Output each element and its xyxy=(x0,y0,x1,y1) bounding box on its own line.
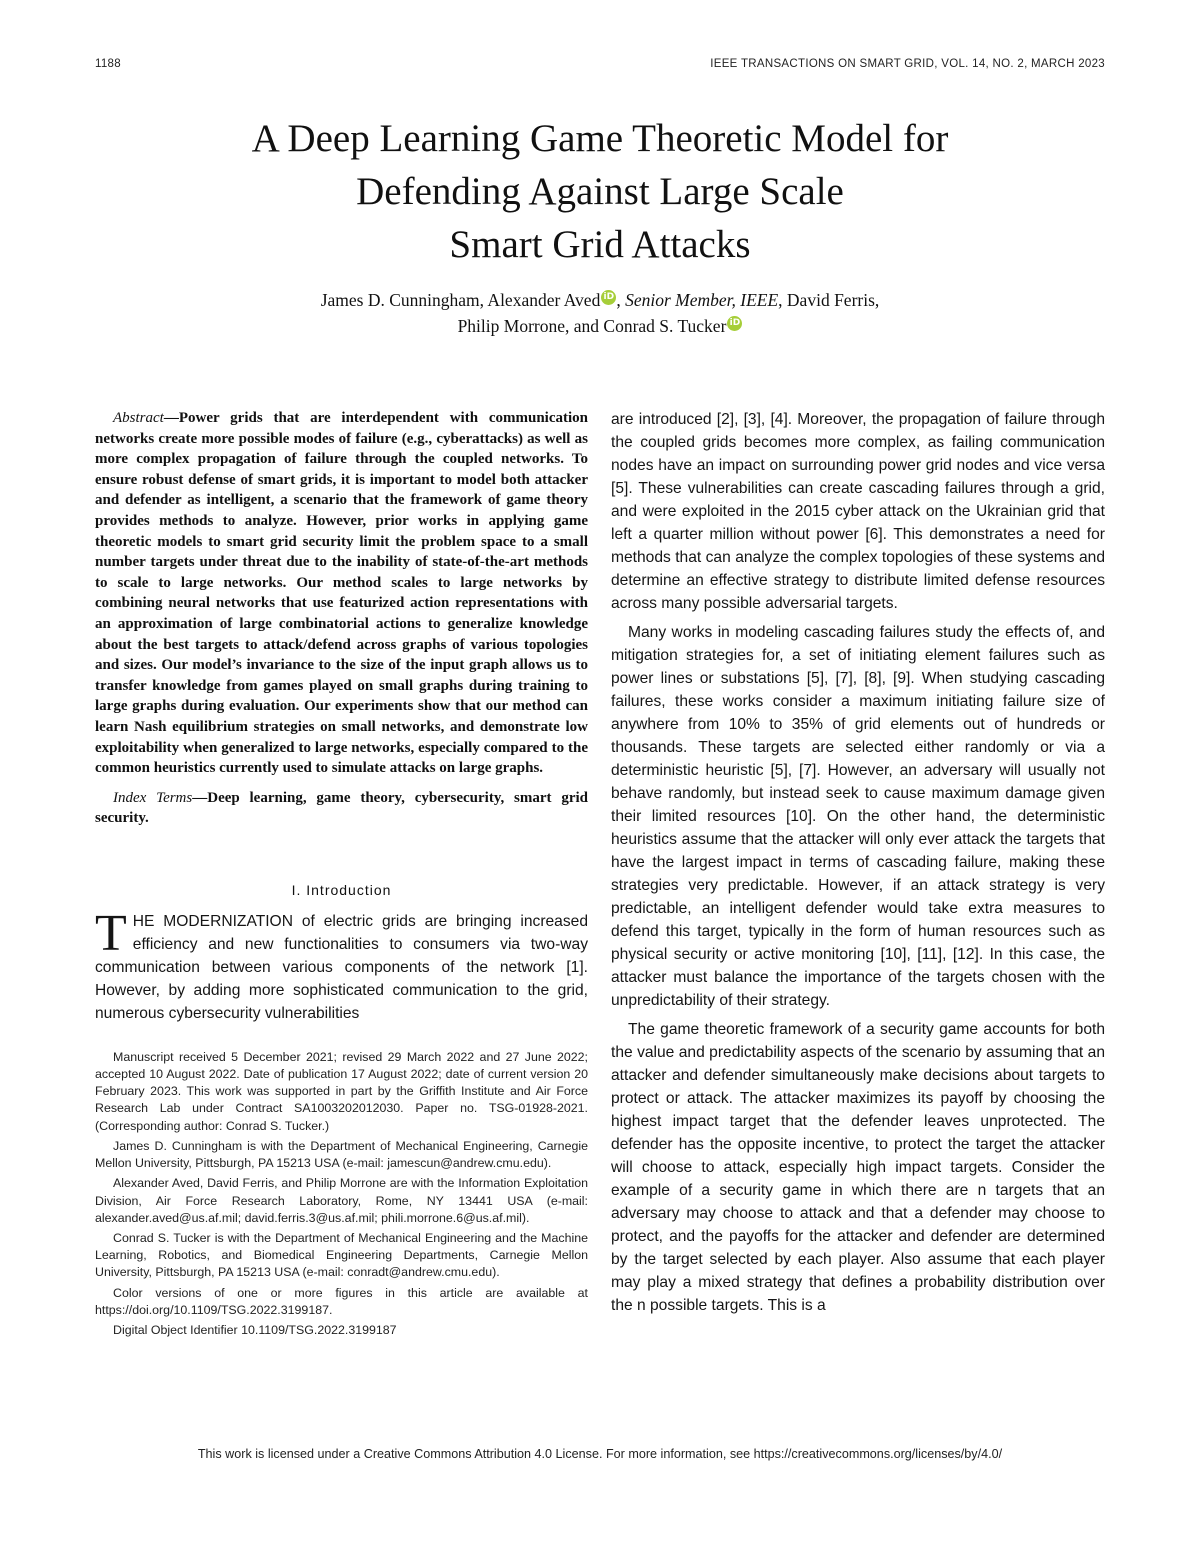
section-number: I. xyxy=(291,881,302,898)
abstract-text: Power grids that are interdependent with communication networks create more possible modes of failure (e.g., cyberattacks) as well as more complex propagation of failure through the coupled networks. To ensure robust defense of smart grids, it is important to model both attacker and defender as intelligent, a scenario that the framework of game theory provides methods to analyze. However, prior works in applying game theoretic models to smart grid security limit the problem space to a small number targets under threat due to the inability of state-of-the-art methods to scale to large networks. Our method scales to large networks by combining neural networks that use featurized action representations with an approximation of large combinatorial actions to generalize knowledge about the best targets to attack/defend across graphs of various topologies and sizes. Our model’s invariance to the size of the input graph allows us to transfer knowledge from games played on small graphs during training to large graphs during evaluation. Our experiments show that our method can learn Nash equilibrium strategies on small networks, and demonstrate low exploitability when generalized to large networks, especially compared to the common heuristics currently used to simulate attacks on large graphs. xyxy=(95,410,588,777)
orcid-icon[interactable]: iD xyxy=(727,316,742,331)
page-number: 1188 xyxy=(95,58,121,70)
orcid-icon[interactable]: iD xyxy=(601,290,616,305)
body-paragraph: are introduced [2], [3], [4]. Moreover, the propagation of failure through the coupled grids becomes more complex, as failing communication nodes have an impact on surrounding power grid nodes and vice versa [5]. These vulnerabilities can create cascading failures through a grid, and were exploited in the 2015 cyber attack on the Ukrainian grid that left a quarter million without power [6]. This demonstrates a need for methods that can analyze the complex topologies of these systems and determine an effective strategy to distribute limited defense resources across many possible adversarial targets. xyxy=(611,411,1105,612)
authors-part-3: Philip Morrone, and Conrad S. Tucker xyxy=(457,316,727,336)
footnote-manuscript: Manuscript received 5 December 2021; revised 29 March 2022 and 27 June 2022; accepted 10 August 2022. Date of publication 17 August 2022; date of current version 20 February 2023. This work was supported in part by the Griffith Institute and Air Force Research Lab under Contract SA1003202012030. Paper no. TSG-01928-2021. (Corresponding author: Conrad S. Tucker.) xyxy=(95,1049,588,1133)
footnote-author-1: James D. Cunningham is with the Department of Mechanical Engineering, Carnegie Mellon University, Pittsburgh, PA 15213 USA (e-mail: jamescun@andrew.cmu.edu). xyxy=(95,1138,588,1171)
left-column xyxy=(95,408,588,1342)
index-terms-text: Deep learning, game theory, cybersecurity, smart grid security. xyxy=(95,789,588,827)
journal-name: IEEE TRANSACTIONS ON SMART GRID, VOL. 14, NO. 2, MARCH 2023 xyxy=(710,58,1105,70)
footnote-author-3: Conrad S. Tucker is with the Department of Mechanical Engineering and the Machine Learning, Robotics, and Biomedical Engineering Departments, Carnegie Mellon University, Pittsburgh, PA 15213 USA (e-mail: conradt@andrew.cmu.edu). xyxy=(95,1230,588,1280)
abstract: Abstract—Power grids that are interdependent with communication networks create more possible modes of failure (e.g., cyberattacks) as well as more complex propagation of failure through the coupled networks. To ensure robust defense of smart grids, it is important to model both attacker and defender as intelligent, a scenario that the framework of game theory provides methods to analyze. However, prior works in applying game theoretic models to smart grid security limit the problem space to a small number targets under threat due to the inability of state-of-the-art methods to scale to large networks. Our method scales to large networks by combining neural networks that use featurized action representations with an approximation of large combinatorial actions to generalize knowledge about the best targets to attack/defend across graphs of various topologies and sizes. Our model’s invariance to the size of the input graph allows us to transfer knowledge from games played on small graphs during training to large graphs during evaluation. Our experiments show that our method can learn Nash equilibrium strategies on small networks, and demonstrate low exploitability when generalized to large networks, especially compared to the common heuristics currently used to simulate attacks on large graphs. xyxy=(95,410,588,777)
body-paragraph: The game theoretic framework of a security game accounts for both the value and predictability aspects of the scenario by assuming that an attacker and defender simultaneously make decisions about targets to protect or attack. The attacker maximizes its payoff by choosing the highest impact target that the defender leaves unprotected. The defender has the opposite incentive, to protect the target the attacker will choose to attack, especially high impact targets. Consider the example of a security game in which there are n targets that an adversary may choose to attack and that a defender may choose to protect, and the payoffs for the attacker and defender are determined by the target selected by each player. Also assume that each player may play a mixed strategy that defines a probability distribution over the n possible targets. This is a xyxy=(611,1021,1105,1314)
intro-paragraph xyxy=(95,904,588,1025)
index-terms: Index Terms—Deep learning, game theory, cybersecurity, smart grid security. xyxy=(95,789,588,827)
section-title: Introduction xyxy=(306,881,392,898)
footnote-doi: Digital Object Identifier 10.1109/TSG.2022.3199187 xyxy=(113,1322,397,1337)
authors-part-1: James D. Cunningham, Alexander Aved xyxy=(320,290,601,310)
author-membership: Senior Member, IEEE xyxy=(625,290,779,310)
paper-title xyxy=(100,112,1100,271)
title-line-1: A Deep Learning Game Theoretic Model for xyxy=(251,117,949,160)
title-line-2: Defending Against Large Scale xyxy=(356,170,844,213)
abstract-label: Abstract xyxy=(113,410,164,426)
license-footer: This work is licensed under a Creative Commons Attribution 4.0 License. For more information, see https://creativecommons.org/licenses/by/4.0/ xyxy=(197,1447,1003,1461)
running-header xyxy=(95,58,1105,76)
authors-part-2: , David Ferris, xyxy=(778,290,880,310)
drop-cap: T xyxy=(95,904,127,962)
intro-text: of electric grids are bringing increased efficiency and new functionalities to consumers via two-way communication between various components of the network [1]. However, by adding more sophisticated communication to the grid, numerous cybersecurity vulnerabilities xyxy=(95,912,588,1022)
title-line-3: Smart Grid Attacks xyxy=(449,223,751,266)
right-column xyxy=(611,408,1105,1317)
author-list: James D. Cunningham, Alexander Aved iD , Senior Member, IEEE, David Ferris, Philip Morrone, and Conrad S. Tucker iD xyxy=(320,290,880,336)
body-paragraph: Many works in modeling cascading failures study the effects of, and mitigation strategies for, a set of initiating element failures such as power lines or substations [5], [7], [8], [9]. When studying cascading failures, these works consider a maximum initiating failure size of anywhere from 10% to 35% of grid elements out of hundreds or thousands. These targets are selected either randomly or via a deterministic heuristic [5], [7]. However, an adversary will usually not behave randomly, but instead seek to cause maximum damage given their limited resources [10]. On the other hand, the deterministic heuristics assume that the attacker will only ever attack the targets that have the largest impact in terms of cascading failure, making these strategies very predictable. However, if an attack strategy is very predictable, an intelligent defender would take extra measures to defend this target, typically in the form of human resources such as physical security or active monitoring [10], [11], [12]. In this case, the attacker must balance the importance of the targets chosen with the unpredictability of their strategy. xyxy=(611,624,1105,1009)
index-terms-label: Index Terms xyxy=(113,789,193,806)
section-heading xyxy=(95,882,588,902)
footnote-color: Color versions of one or more figures in this article are available at https://doi.org/10.1109/TSG.2022.3199187. xyxy=(95,1285,588,1317)
footnotes xyxy=(95,1049,588,1339)
footnote-author-2: Alexander Aved, David Ferris, and Philip Morrone are with the Information Exploitation Division, Air Force Research Laboratory, Rome, NY 13441 USA (e-mail: alexander.aved@us.af.mil; david.ferris.3@us.af.mil; phili.morrone.6@us.af.mil). xyxy=(95,1176,588,1225)
intro-lead: HE MODERNIZATION xyxy=(132,912,293,930)
